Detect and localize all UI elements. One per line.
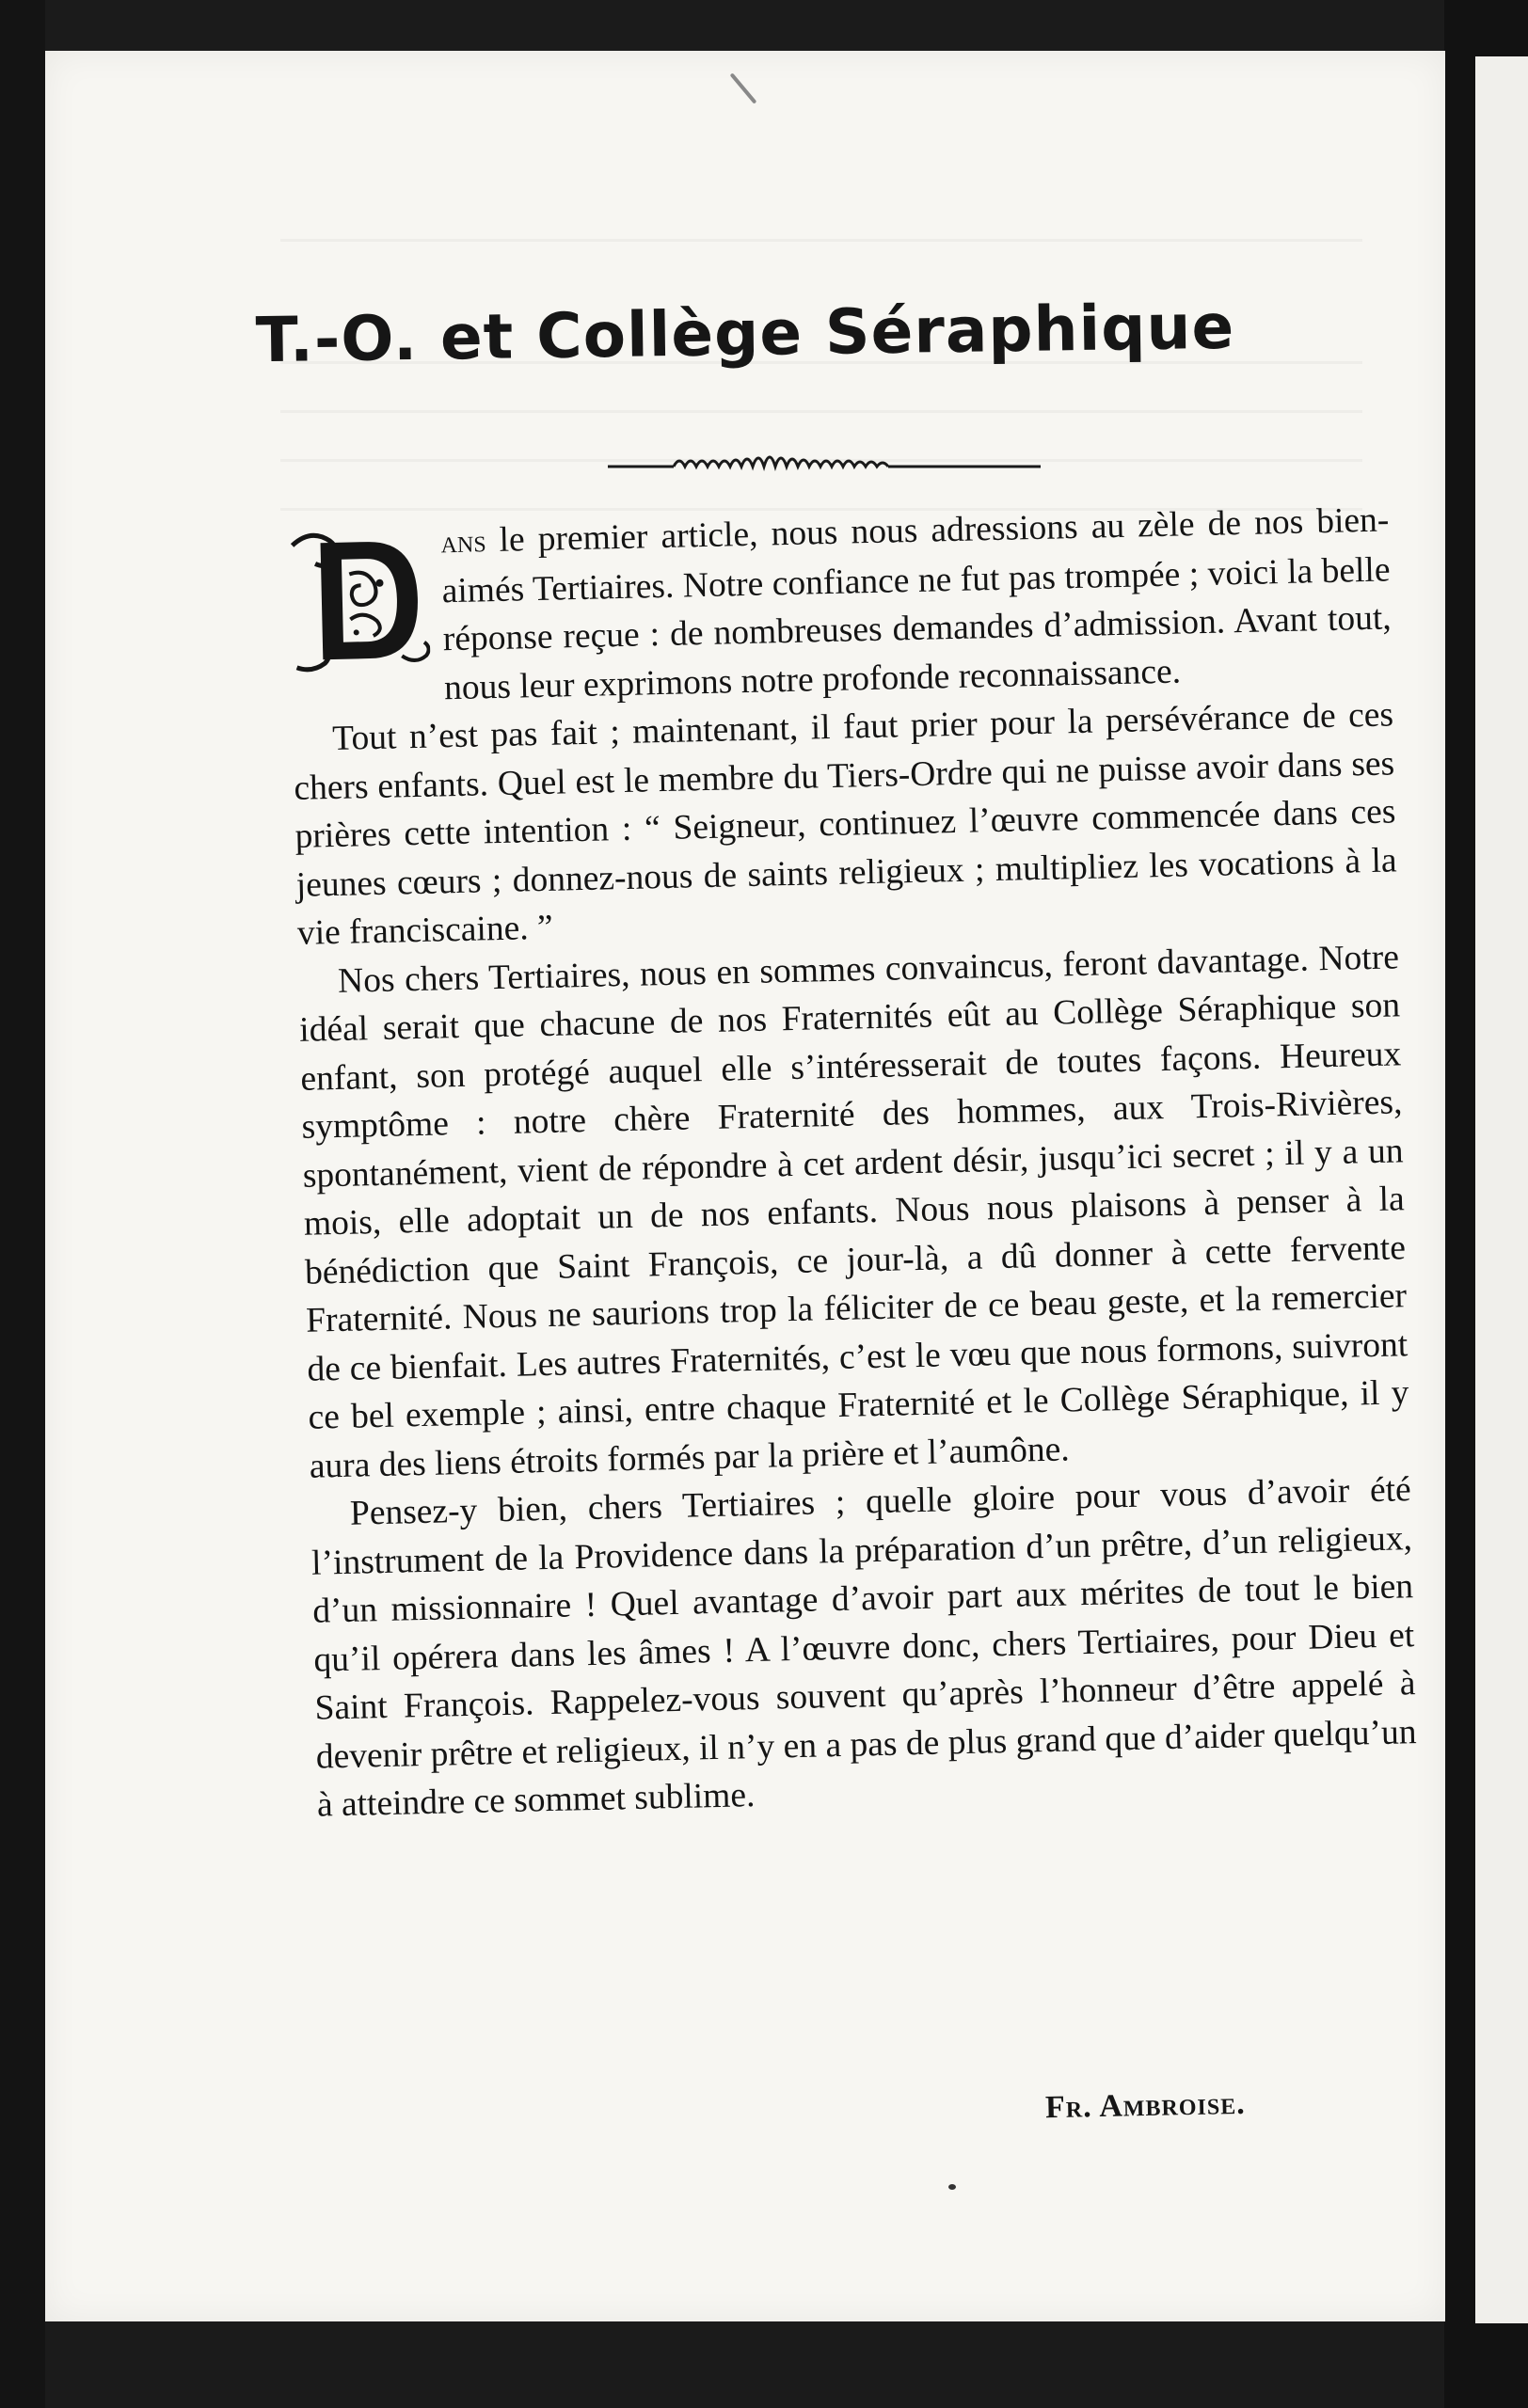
paragraph-1-text: le premier article, nous nous adressions au zèle de nos bien-aimés Tertiaires. Notre confiance ne fut pas trompée ; voici la belle réponse reçue : de nombreuses demandes d’admission. Avant tout, nous leur exprimons notre profonde reconnaissance. [441,500,1393,707]
scan-border-left [0,0,45,2408]
drop-cap-d-icon [288,524,431,677]
adjacent-page-edge [1475,56,1528,2323]
author-signature: Fr. Ambroise. [1044,2085,1247,2126]
lead-smallcaps: ans [440,524,486,561]
paragraph-3: Nos chers Tertiaires, nous en sommes convaincus, feront davantage. Notre idéal serait que chacune de nos Fraternités eût au Collège Séraphique son enfant, son protégé auquel elle s’intéresserait de toutes façons. Heureux symptôme : notre chère Fraternité des hommes, aux Trois-Rivières, spontanément, vient de répondre à cet ardent désir, jusqu’ici secret ; il y a un mois, elle adoptait un de nos enfants. Nous nous plaisons à penser à la bénédiction que Saint François, ce jour-là, a dû donner à cette fervente Fraternité. Nous ne saurions trop la féliciter de ce beau geste, et la remercier de ce bienfait. Les autres Fraternités, c’est le vœu que nous formons, suivront ce bel exemple ; ainsi, entre chaque Fraternité et le Collège Séraphique, il y aura des liens étroits formés par la prière et l’aumône. [298,937,1409,1486]
paragraph-2: Tout n’est pas fait ; maintenant, il faut prier pour la persévérance de ces chers enfants. Quel est le membre du Tiers-Ordre qui ne puisse avoir dans ses prières cette intention : “ Seigneur, continuez l’œuvre commencée dans ces jeunes cœurs ; donnez-nous de saints religieux ; multipliez les vocations à la vie franciscaine. ” [293,695,1397,953]
article-body [288,496,1418,1830]
paragraph-4: Pensez-y bien, chers Tertiaires ; quelle gloire pour vous d’avoir été l’instrument de la Providence dans la préparation d’un prêtre, d’un religieux, d’un missionnaire ! Quel avantage d’avoir part aux mérites de tout le bien qu’il opérera dans les âmes ! A l’œuvre donc, chers Tertiaires, pour Dieu et Saint François. Rappelez-vous souvent qu’après l’honneur d’être appelé à devenir prêtre et religieux, il n’y en a pas de plus grand que d’aider quelqu’un à atteindre ce sommet sublime. [310,1470,1417,1825]
illuminated-drop-cap [288,524,431,677]
bleed-through-line [280,410,1362,413]
wavy-rule-ornament [608,446,1041,474]
paragraph-1 [288,496,1393,715]
page [45,51,1445,2321]
scan-speck [730,72,757,103]
bleed-through-line [280,239,1362,242]
article-title: T.-O. et Collège Séraphique [255,290,1235,377]
scan-speck [948,2184,956,2190]
